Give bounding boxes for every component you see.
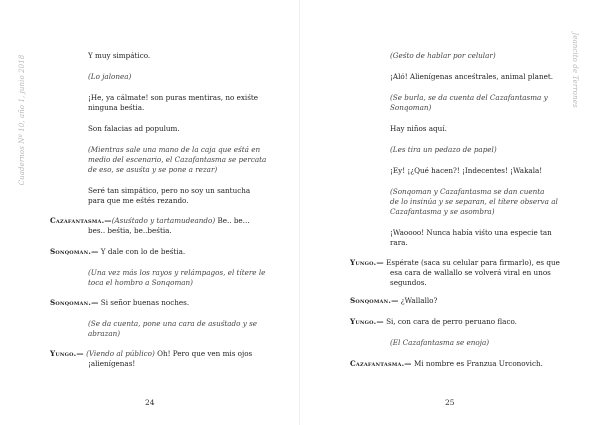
- page-number: 25: [445, 398, 455, 407]
- stage-direction: (El Cazafantasma se enoja): [390, 338, 490, 347]
- dialogue-line: ¡Waoooo! Nunca había viśto una especie tan rara.: [390, 228, 552, 247]
- dialogue-line: ¡Aló! Alienígenas anceśtrales, animal planet.: [390, 72, 554, 81]
- speaker-name: Yungo.—: [50, 349, 84, 358]
- dialogue-line: Son falacias ad populum.: [88, 124, 180, 133]
- dialogue-line: Seré tan simpático, pero no soy un santucha para que me eśtés rezando.: [88, 186, 251, 205]
- dialogue-line: Hay niños aquí.: [390, 124, 447, 133]
- stage-direction: (Mientras sale una mano de la caja que eśtá en medio del escenario, el Cazafantasma se percata de eso, se asuśta y se pone a rezar): [88, 145, 267, 174]
- speaker-name: Cazafantasma.—: [50, 216, 112, 225]
- right-page: [300, 0, 600, 425]
- left-side-header: Cuadernos Nº 10, año 1, junio 2018: [18, 54, 26, 186]
- page-number: 24: [145, 398, 155, 407]
- stage-direction: (Sonqoman y Cazafantasma se dan cuenta de lo insinúa y se separan, el títere observa al Cazafantasma y se asombra): [390, 187, 558, 216]
- speaker-name: Sonqoman.—: [350, 296, 399, 305]
- speaker-line: Cazafantasma.—(Asuśtado y tartamudeando) Be.. be… bes.. beśtia, be..beśtia.: [50, 216, 250, 235]
- dialogue-line: ¡He, ya cálmate! son puras mentiras, no exiśte ninguna beśtia.: [88, 93, 259, 112]
- stage-direction: (Se da cuenta, pone una cara de asuśtado y se abrazan): [88, 319, 258, 338]
- stage-direction: (Se burla, se da cuenta del Cazafantasma y Sonqoman): [390, 93, 548, 112]
- speaker-line: Yungo.— Si, con cara de perro peruano flaco.: [350, 317, 517, 326]
- speaker-line: Yungo.— Espérate (saca su celular para firmarlo), es que esa cara de wallallo se volverá viral en unos segundos.: [350, 258, 560, 287]
- speaker-line: Sonqoman.— Y dale con lo de beśtia.: [50, 247, 186, 256]
- stage-direction: (Les tira un pedazo de papel): [390, 145, 497, 154]
- right-side-header: Jeancito de Terrones: [571, 32, 579, 108]
- speaker-name: Yungo.—: [350, 317, 384, 326]
- stage-direction: (Geśto de hablar por celular): [390, 51, 496, 60]
- dialogue-line: ¡Ey! ¡¿Qué hacen?! ¡Indecentes! ¡Wakala!: [390, 166, 543, 175]
- speaker-name: Yungo.—: [350, 258, 384, 267]
- speaker-name: Sonqoman.—: [50, 298, 99, 307]
- dialogue-line: Y muy simpático.: [88, 51, 151, 60]
- speaker-line: Sonqoman.— ¿Wallallo?: [350, 296, 438, 305]
- stage-direction: (Lo jalonea): [88, 72, 132, 81]
- speaker-name: Sonqoman.—: [50, 247, 99, 256]
- stage-direction: (Una vez más los rayos y relámpagos, el títere le toca el hombro a Sonqoman): [88, 268, 266, 287]
- speaker-line: Yungo.— (Viendo al público) Oh! Pero que ven mis ojos ¡alienígenas!: [50, 349, 253, 368]
- speaker-name: Cazafantasma.—: [350, 359, 412, 368]
- speaker-line: Cazafantasma.— Mi nombre es Franzua Urconovich.: [350, 359, 543, 368]
- speaker-line: Sonqoman.— Si señor buenas noches.: [50, 298, 190, 307]
